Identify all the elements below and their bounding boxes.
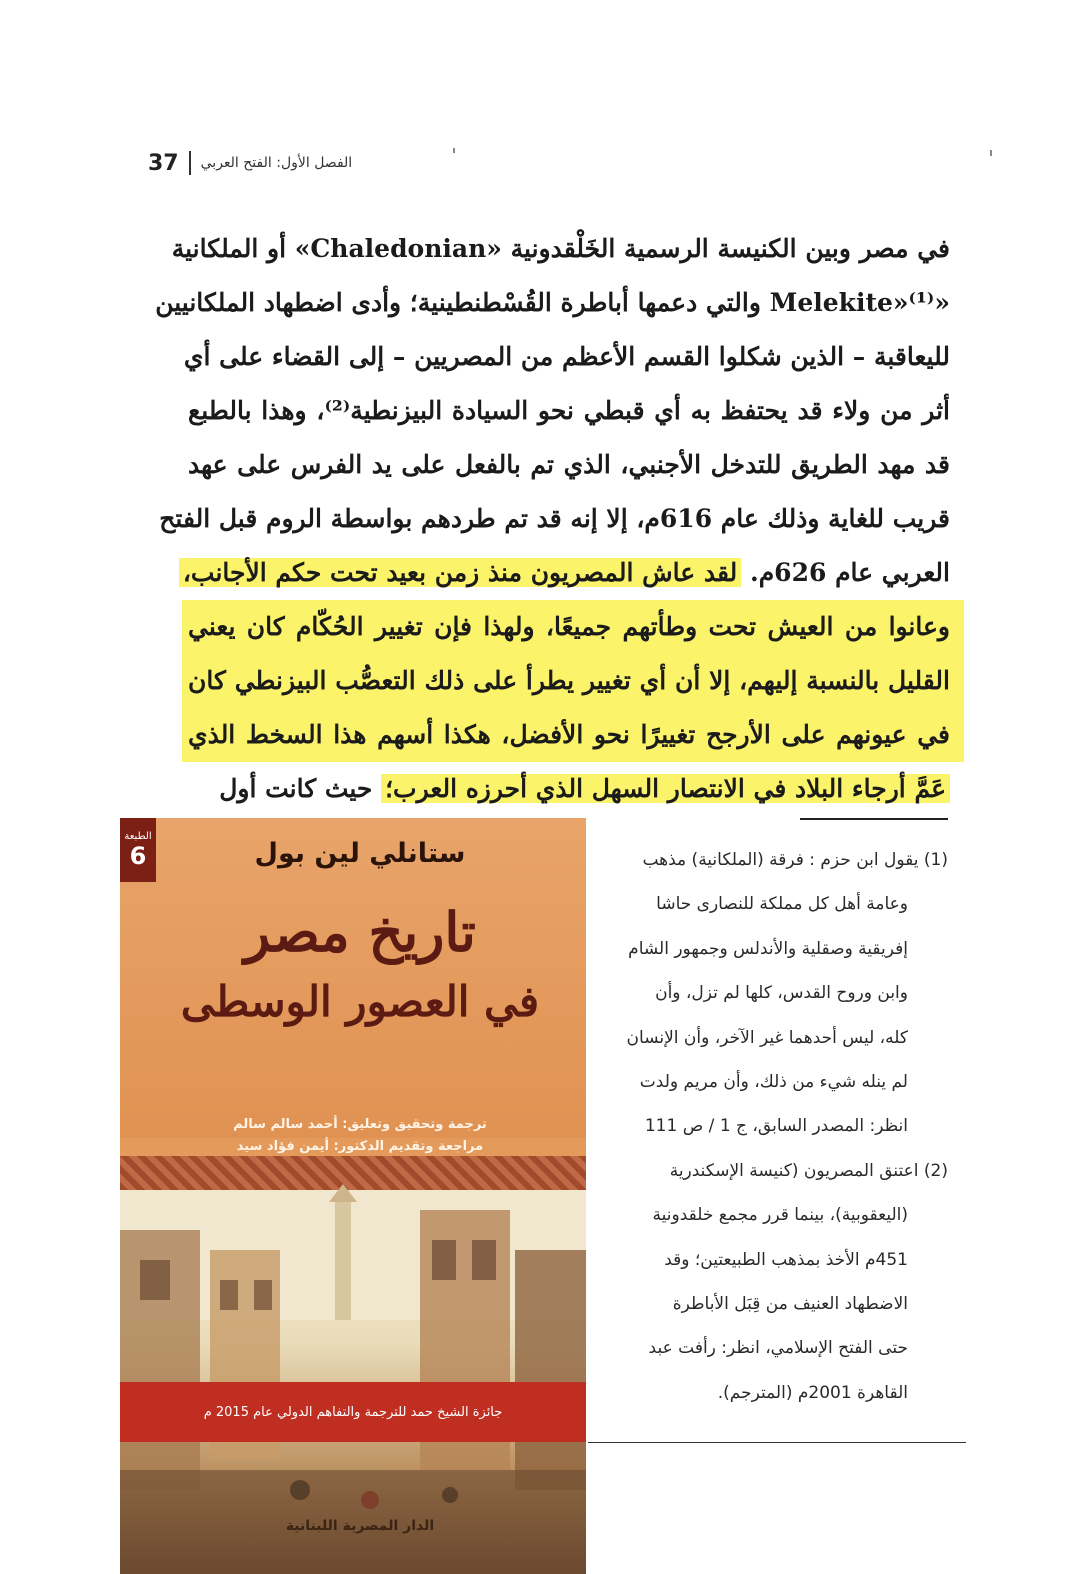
text-line: قد مهد الطريق للتدخل الأجنبي، الذي تم بالفعل على يد الفرس على عهد [188,450,950,479]
footnote-line: انظر: المصدر السابق، ج 1 / ص 111 [644,1116,908,1137]
footnote-rule [800,818,948,820]
footnote-line: (2) اعتنق المصريون (كنيسة الإسكندرية [669,1160,948,1181]
footnote-line: (اليعقوبية)، بينما قرر مجمع خلقدونية [652,1205,908,1226]
highlighted-text: لقد عاش المصريون منذ زمن بعيد تحت حكم الأجانب، [179,558,741,587]
text-line: قريب للغاية وذلك عام 616م، إلا إنه قد تم طردهم بواسطة الروم قبل الفتح [159,504,950,533]
header-separator [189,151,191,175]
running-header [148,146,378,180]
edition-badge [120,818,156,882]
highlighted-line: القليل بالنسبة إليهم، إلا أن أي تغيير يطرأ على ذلك التعصُّب البيزنطي كان [182,654,964,708]
footnote-line: 451م الأخذ بمذهب الطبيعتين؛ وقد [664,1249,908,1270]
footnote-line: كله، ليس أحدهما غير الآخر، وأن الإنسان [626,1027,908,1048]
footnotes [588,838,948,1415]
plain-text: حيث كانت أول [219,774,373,803]
reviewer-credit: مراجعة وتقديم الدكتور: أيمن فؤاد سيد [236,1139,484,1154]
award-band: جائزة الشيخ حمد للترجمة والتفاهم الدولي عام 2015 م [120,1382,586,1442]
scan-speck [990,150,992,156]
footnote-line: وعامة أهل كل مملكة للنصارى حاشا [656,894,908,915]
cover-title-line: تاريخ مصر [244,900,476,964]
cover-title [160,894,560,1034]
highlighted-line: في عيونهم على الأرجح تغييرًا نحو الأفضل، هكذا أسهم هذا السخط الذي [182,708,964,762]
cover-title-line: في العصور الوسطى [180,977,540,1026]
footnote-line: الاضطهاد العنيف من قِبَل الأباطرة [672,1293,908,1314]
text-line-mixed [188,762,950,816]
ornament-band [120,1156,586,1190]
chapter-title: الفصل الأول: الفتح العربي [200,155,353,171]
footnote-line: (1) يقول ابن حزم : فرقة (الملكانية) مذهب [642,850,948,870]
text-line: «Melekite»⁽¹⁾ والتي دعمها أباطرة القُسْطنطينية؛ وأدى اضطهاد الملكانيين [155,288,950,317]
page-number: 37 [148,150,179,176]
plain-text: العربي عام 626م. [749,558,950,587]
bottom-rule [588,1442,966,1443]
text-line: لليعاقبة – الذين شكلوا القسم الأعظم من المصريين – إلى القضاء على أي [183,342,950,371]
text-line: في مصر وبين الكنيسة الرسمية الخَلْقدونية «Chaledonian» أو الملكانية [171,234,950,263]
highlighted-line: وعانوا من العيش تحت وطأتهم جميعًا، ولهذا فإن تغيير الحُكّام كان يعني [182,600,964,654]
body-paragraph [155,222,950,816]
translator-credit: ترجمة وتحقيق وتعليق: أحمد سالم سالم [233,1117,487,1132]
scan-speck [453,148,455,153]
text-line: أثر من ولاء قد يحتفظ به أي قبطي نحو السيادة البيزنطية⁽²⁾، وهذا بالطبع [188,396,950,425]
book-cover [120,818,586,1574]
cover-credits [180,1114,540,1158]
highlighted-text: عَمَّ أرجاء البلاد في الانتصار السهل الذي أحرزه العرب؛ [381,774,950,803]
footnote-line: إفريقية وصقلية والأندلس وجمهور الشام [628,938,908,959]
cover-author: ستانلي لين بول [254,838,466,869]
footnote-line: لم ينله شيء من ذلك، وأن مريم ولدت [639,1071,908,1092]
text-line-mixed [182,546,950,600]
edition-label: الطبعة [124,830,152,842]
publisher-name: الدار المصرية اللبنانية [285,1518,435,1534]
footnote-line: القاهرة 2001م (المترجم). [717,1382,908,1403]
footnote-line: وابن وروح القدس، كلها لم تزل، وأن [655,983,908,1004]
edition-number: 6 [129,841,147,870]
footnote-line: حتى الفتح الإسلامي، انظر: رأفت عبد [648,1338,908,1359]
